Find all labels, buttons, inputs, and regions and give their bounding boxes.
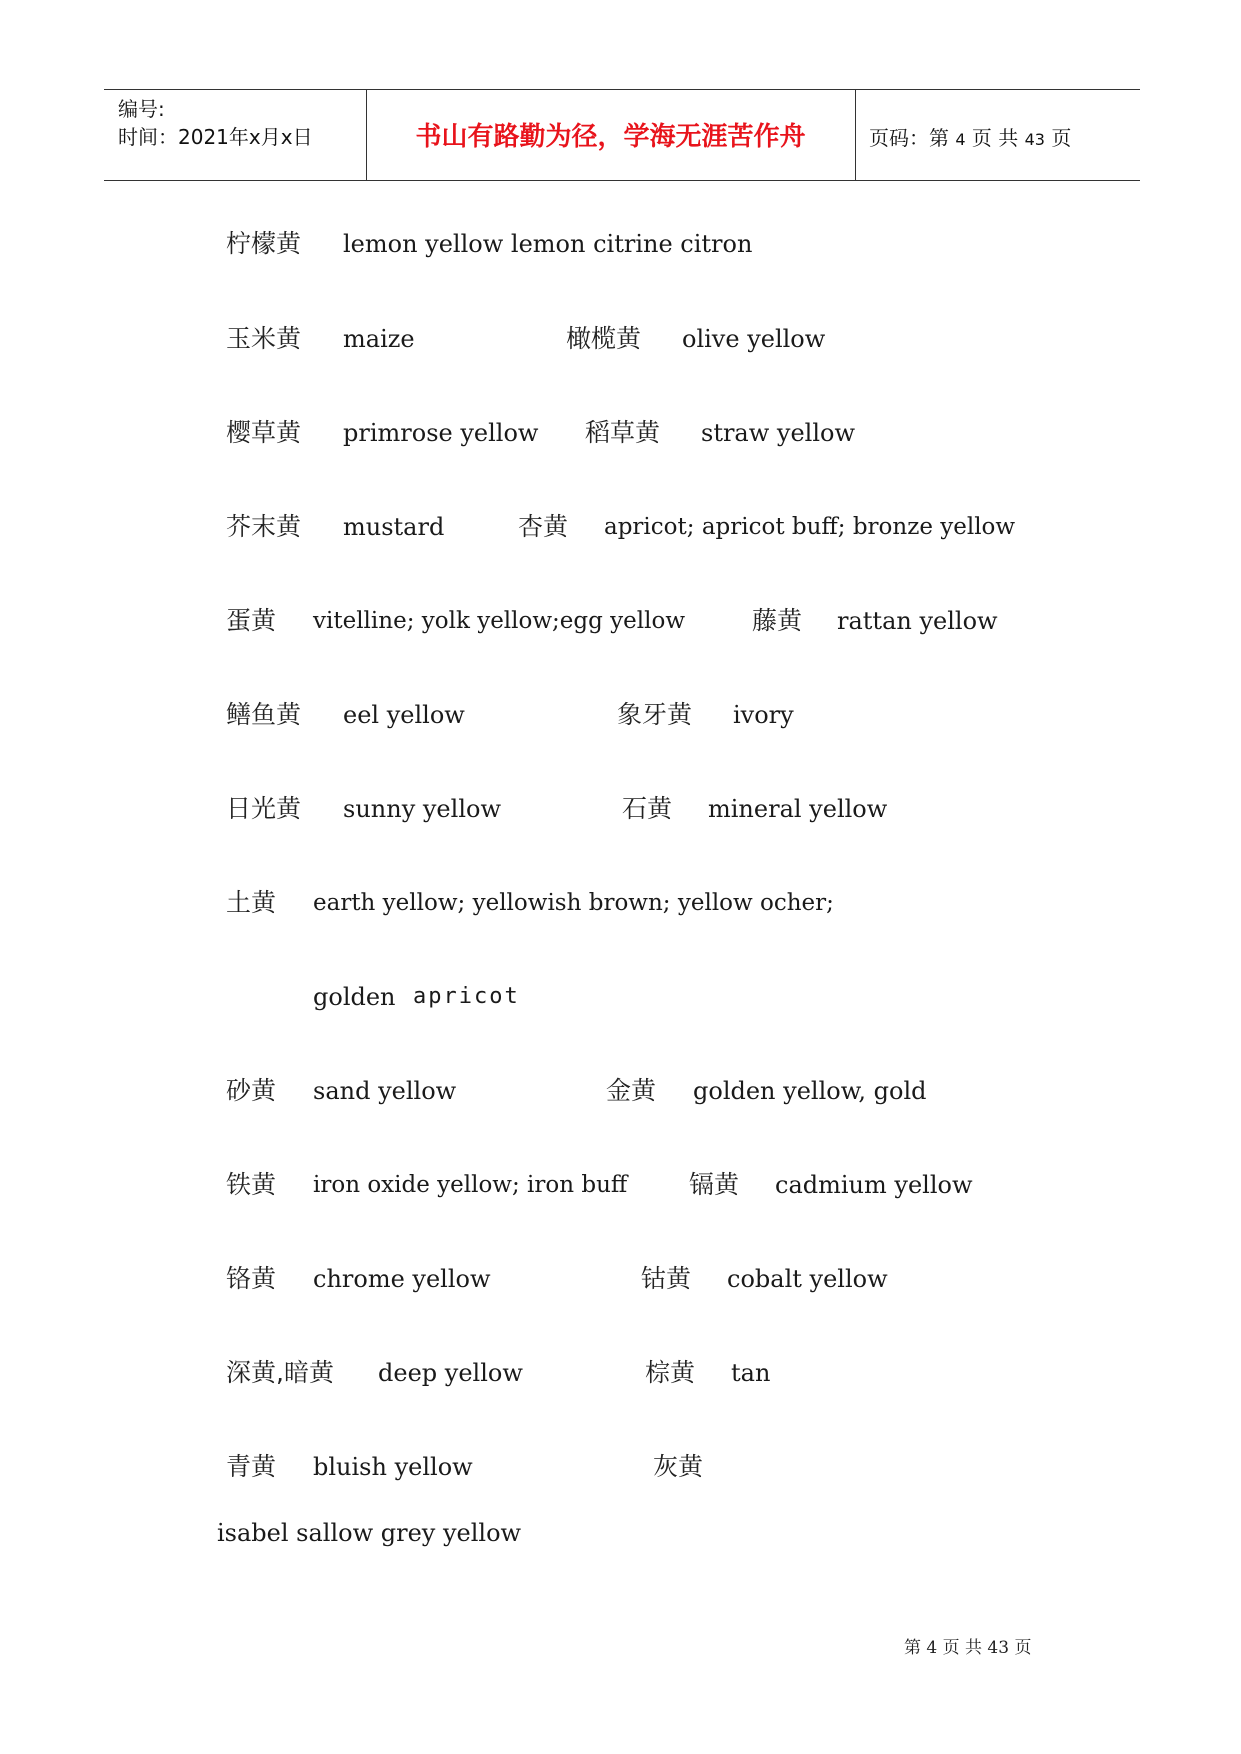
term-chinese: 土黄 [226, 888, 277, 917]
term-chinese: 灰黄 [653, 1452, 704, 1481]
term-chinese: 鳝鱼黄 [226, 700, 302, 729]
term-english: lemon yellow lemon citrine citron [343, 230, 753, 258]
term-english: apricot; apricot buff; bronze yellow [604, 514, 1016, 540]
term-chinese: 钴黄 [641, 1264, 692, 1293]
term-english: deep yellow [378, 1359, 523, 1387]
term-chinese: 象牙黄 [617, 700, 693, 729]
term-english: iron oxide yellow; iron buff [313, 1172, 628, 1198]
term-english: golden [313, 983, 396, 1011]
term-english: apricot [413, 984, 520, 1009]
term-english: tan [731, 1359, 771, 1387]
term-english: chrome yellow [313, 1265, 491, 1293]
term-chinese: 蛋黄 [226, 606, 277, 635]
term-chinese: 铬黄 [226, 1264, 277, 1293]
term-chinese: 镉黄 [689, 1170, 740, 1199]
term-chinese: 砂黄 [226, 1076, 277, 1105]
term-chinese: 石黄 [622, 794, 673, 823]
term-chinese: 芥末黄 [226, 512, 302, 541]
page-footer: 第 4 页 共 43 页 [904, 1638, 1032, 1658]
term-english: golden yellow, gold [693, 1077, 927, 1105]
term-chinese: 青黄 [226, 1452, 277, 1481]
term-english: vitelline; yolk yellow;egg yellow [313, 608, 686, 634]
term-chinese: 稻草黄 [585, 418, 661, 447]
term-chinese: 金黄 [606, 1076, 657, 1105]
term-english: ivory [733, 701, 794, 729]
page-total: 43 [1024, 130, 1045, 149]
term-english: cadmium yellow [775, 1171, 973, 1199]
term-english: mustard [343, 513, 445, 541]
term-english: mineral yellow [708, 795, 888, 823]
term-chinese: 橄榄黄 [566, 324, 642, 353]
page-mid-label: 页 共 [971, 126, 1019, 150]
term-chinese: 杏黄 [518, 512, 569, 541]
page-current: 4 [955, 130, 966, 149]
term-english: sunny yellow [343, 795, 501, 823]
term-chinese: 玉米黄 [226, 324, 302, 353]
term-chinese: 棕黄 [645, 1358, 696, 1387]
term-english: rattan yellow [837, 607, 998, 635]
term-english: olive yellow [682, 325, 826, 353]
page-end-label: 页 [1051, 126, 1072, 150]
document-date: 时间：2021年x月x日 [118, 125, 313, 149]
term-chinese: 樱草黄 [226, 418, 302, 447]
term-chinese: 日光黄 [226, 794, 302, 823]
term-english: straw yellow [701, 419, 856, 447]
term-english: isabel sallow grey yellow [217, 1519, 522, 1547]
term-chinese: 柠檬黄 [226, 229, 302, 258]
term-chinese: 深黄,暗黄 [226, 1358, 334, 1387]
term-english: primrose yellow [343, 419, 539, 447]
term-english: cobalt yellow [727, 1265, 888, 1293]
term-english: bluish yellow [313, 1453, 473, 1481]
term-chinese: 铁黄 [226, 1170, 277, 1199]
header-motto: 书山有路勤为径，学海无涯苦作舟 [415, 122, 806, 152]
term-english: earth yellow; yellowish brown; yellow ocher; [313, 890, 834, 916]
term-english: maize [343, 325, 415, 353]
term-english: sand yellow [313, 1077, 457, 1105]
term-chinese: 藤黄 [752, 606, 803, 635]
page-label: 页码：第 [869, 126, 949, 150]
term-english: eel yellow [343, 701, 465, 729]
document-number-label: 编号: [118, 97, 165, 121]
